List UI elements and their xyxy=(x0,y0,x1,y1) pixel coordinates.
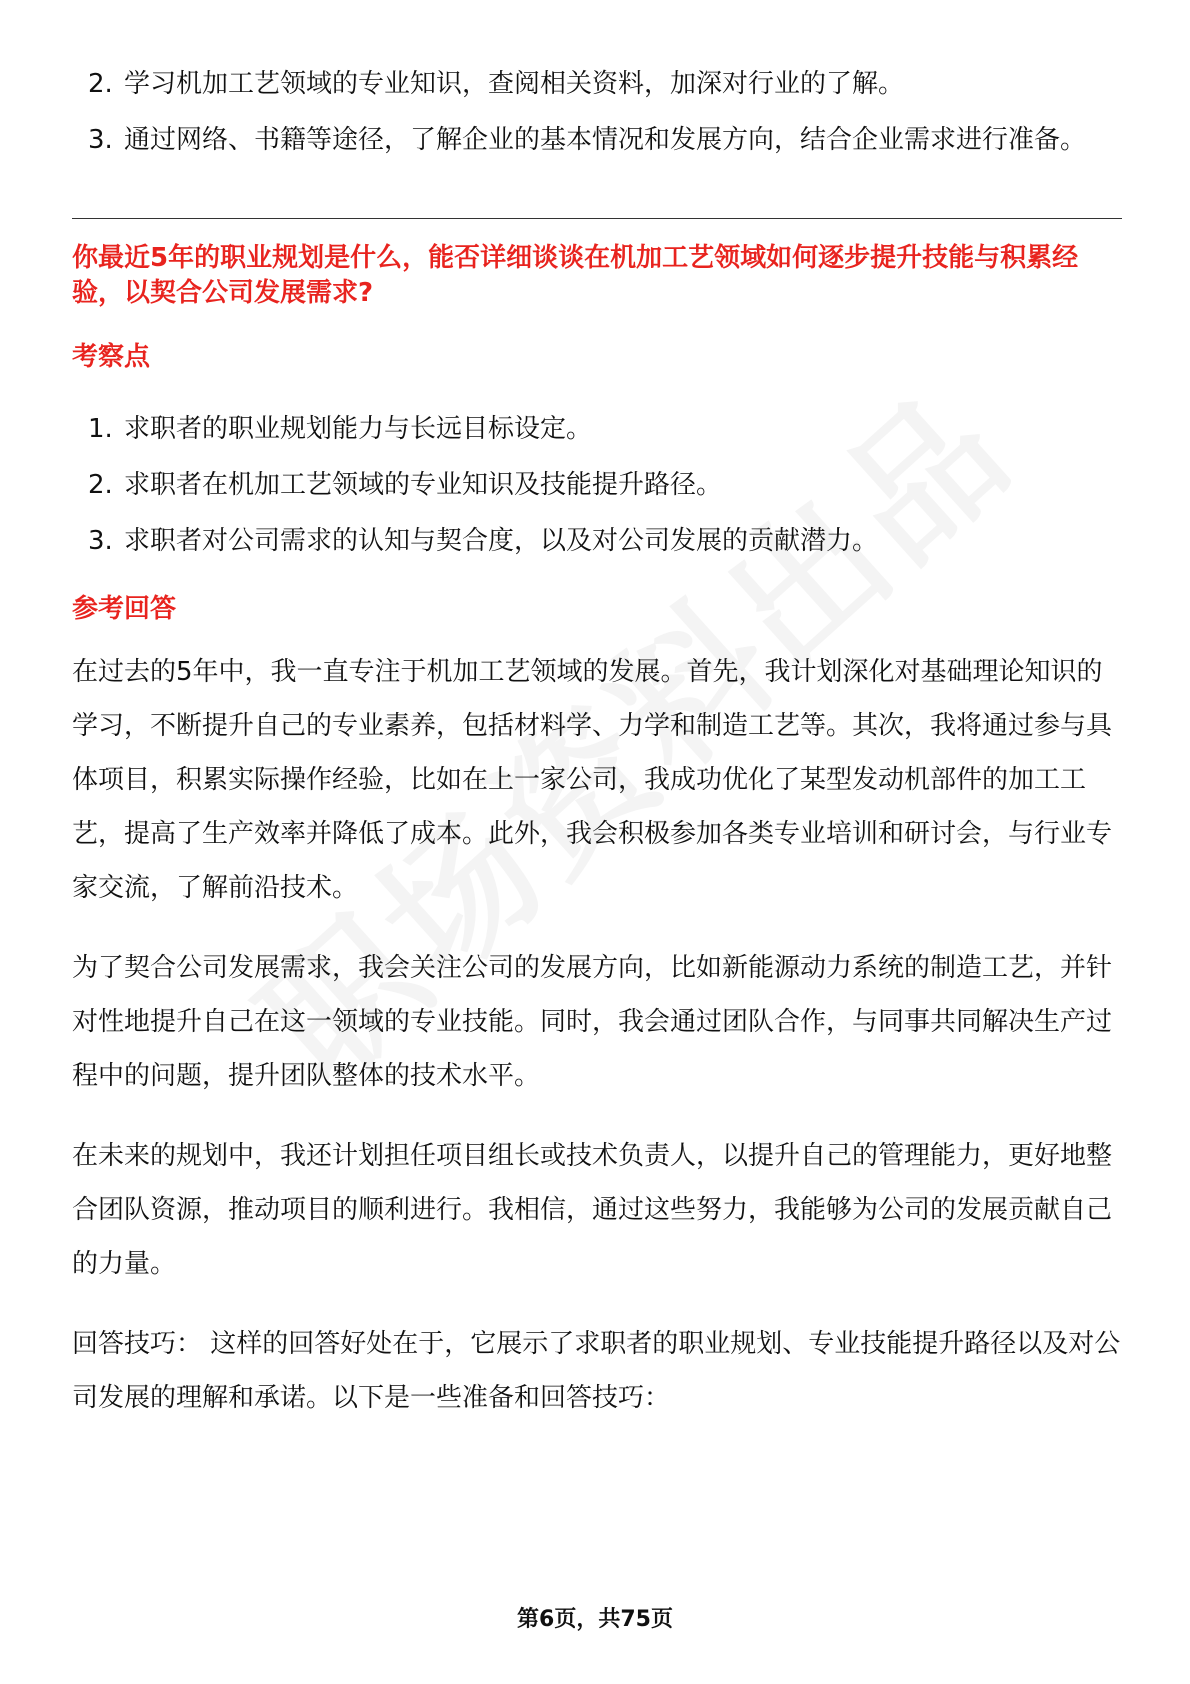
list-item-text: 通过网络、书籍等途径，了解企业的基本情况和发展方向，结合企业需求进行准备。 xyxy=(124,125,1087,155)
page-content xyxy=(72,56,1122,1425)
list-item-number: 1. xyxy=(88,414,113,444)
list-item-text: 求职者的职业规划能力与长远目标设定。 xyxy=(124,414,593,444)
list-item-text: 求职者在机加工艺领域的专业知识及技能提升路径。 xyxy=(124,470,723,500)
answer-paragraph: 在过去的5年中，我一直专注于机加工艺领域的发展。首先，我计划深化对基础理论知识的学习，不断提升自己的专业素养，包括材料学、力学和制造工艺等。其次，我将通过参与具体项目，积累实际操作经验，比如在上一家公司，我成功优化了某型发动机部件的加工工艺，提高了生产效率并降低了成本。此外，我会积极参加各类专业培训和研讨会，与行业专家交流，了解前沿技术。 xyxy=(72,657,1113,903)
interview-question: 你最近5年的职业规划是什么，能否详细谈谈在机加工艺领域如何逐步提升技能与积累经验，以契合公司发展需求? xyxy=(72,243,1079,308)
section-divider xyxy=(72,218,1122,219)
list-item-number: 2. xyxy=(88,470,113,500)
list-item-text: 学习机加工艺领域的专业知识，查阅相关资料，加深对行业的了解。 xyxy=(124,69,905,99)
list-item xyxy=(72,457,1122,513)
assessment-points-heading: 考察点 xyxy=(72,342,151,372)
previous-tips-list xyxy=(72,56,1122,168)
list-item xyxy=(72,401,1122,457)
list-item xyxy=(72,513,1122,569)
list-item-number: 2. xyxy=(88,69,113,99)
list-item xyxy=(72,112,1122,168)
list-item-number: 3. xyxy=(88,526,113,556)
answer-paragraph: 为了契合公司发展需求，我会关注公司的发展方向，比如新能源动力系统的制造工艺，并针对性地提升自己在这一领域的专业技能。同时，我会通过团队合作，与同事共同解决生产过程中的问题，提升团队整体的技术水平。 xyxy=(72,953,1113,1091)
answer-paragraph: 在未来的规划中，我还计划担任项目组长或技术负责人，以提升自己的管理能力，更好地整合团队资源，推动项目的顺利进行。我相信，通过这些努力，我能够为公司的发展贡献自己的力量。 xyxy=(72,1141,1113,1279)
list-item-text: 求职者对公司需求的认知与契合度，以及对公司发展的贡献潜力。 xyxy=(124,526,879,556)
list-item-number: 3. xyxy=(88,125,113,155)
assessment-points-list xyxy=(72,401,1122,569)
list-item xyxy=(72,56,1122,112)
page-number: 第6页，共75页 xyxy=(517,1607,673,1632)
answer-tips-paragraph: 回答技巧： 这样的回答好处在于，它展示了求职者的职业规划、专业技能提升路径以及对公司发展的理解和承诺。以下是一些准备和回答技巧： xyxy=(72,1329,1121,1413)
reference-answer-heading: 参考回答 xyxy=(72,594,177,624)
